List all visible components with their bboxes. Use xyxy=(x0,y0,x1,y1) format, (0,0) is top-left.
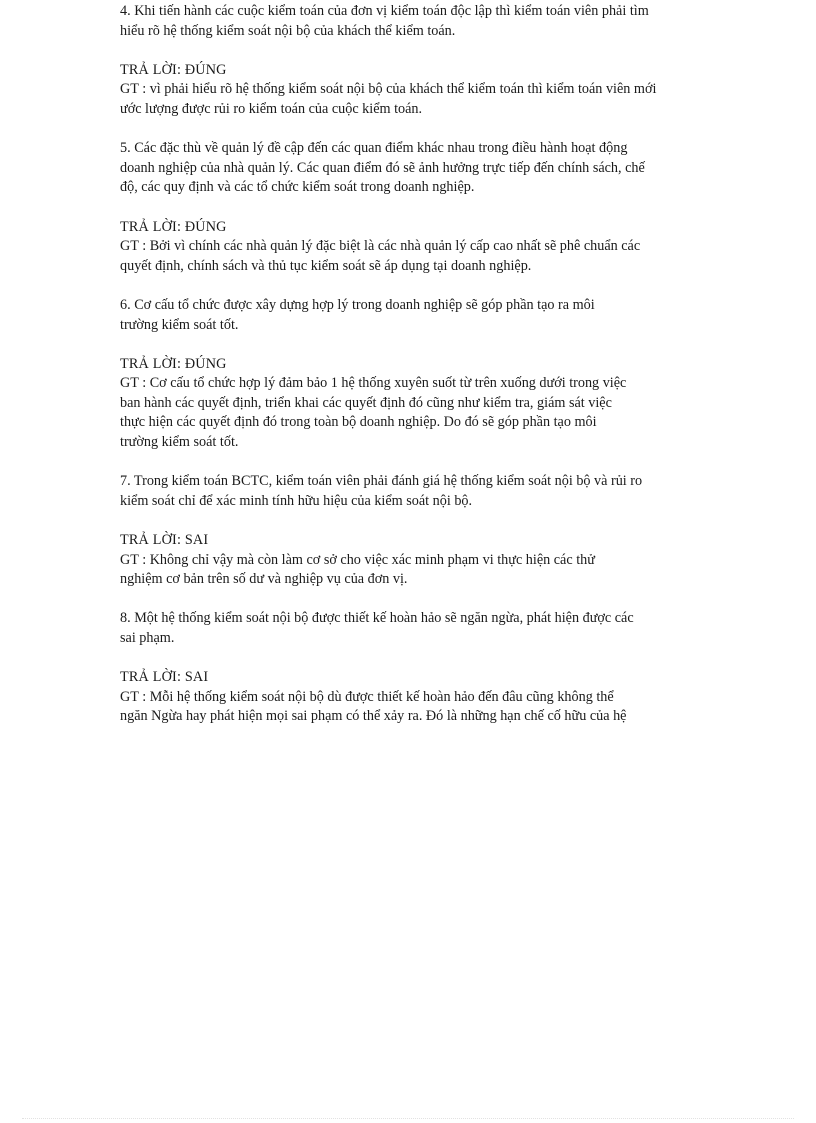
question-text-line: sai phạm. xyxy=(120,630,175,646)
answer-label: TRẢ LỜI: SAI xyxy=(120,669,209,686)
question-text-line: 8. Một hệ thống kiểm soát nội bộ được thiết kế hoàn hảo sẽ ngăn ngừa, phát hiện được các xyxy=(120,610,634,627)
answer-5 xyxy=(120,218,720,277)
answer-7 xyxy=(120,531,720,590)
explanation-line: ước lượng được rủi ro kiểm toán của cuộc kiểm toán. xyxy=(120,100,423,117)
question-text-line: 7. Trong kiểm toán BCTC, kiểm toán viên phải đánh giá hệ thống kiểm soát nội bộ và rủi ro xyxy=(120,473,643,490)
question-text-line: hiểu rõ hệ thống kiểm soát nội bộ của khách thể kiểm toán. xyxy=(120,22,456,39)
question-5 xyxy=(120,139,720,198)
question-text-line: độ, các quy định và các tổ chức kiểm soát trong doanh nghiệp. xyxy=(120,179,475,196)
question-6 xyxy=(120,296,720,335)
question-text-line: 6. Cơ cấu tổ chức được xây dựng hợp lý trong doanh nghiệp sẽ góp phần tạo ra môi xyxy=(120,296,595,313)
answer-label: TRẢ LỜI: ĐÚNG xyxy=(120,61,227,78)
answer-label: TRẢ LỜI: ĐÚNG xyxy=(120,218,227,235)
answer-8 xyxy=(120,668,720,727)
answer-6 xyxy=(120,355,720,453)
answer-label: TRẢ LỜI: ĐÚNG xyxy=(120,355,227,372)
explanation-line: GT : Không chỉ vậy mà còn làm cơ sở cho việc xác minh phạm vi thực hiện các thử xyxy=(120,551,595,568)
document-body xyxy=(120,2,720,747)
question-8 xyxy=(120,609,720,648)
explanation-line: thực hiện các quyết định đó trong toàn bộ doanh nghiệp. Do đó sẽ góp phần tạo môi xyxy=(120,414,597,431)
explanation-line: GT : Cơ cấu tổ chức hợp lý đảm bảo 1 hệ thống xuyên suốt từ trên xuống dưới trong việc xyxy=(120,375,627,392)
question-text-line: trường kiểm soát tốt. xyxy=(120,316,239,333)
question-text-line: doanh nghiệp của nhà quản lý. Các quan điểm đó sẽ ảnh hưởng trực tiếp đến chính sách, chế xyxy=(120,159,645,176)
explanation-line: GT : Bởi vì chính các nhà quản lý đặc biệt là các nhà quản lý cấp cao nhất sẽ phê chuẩn các xyxy=(120,238,641,255)
explanation-line: ngăn Ngừa hay phát hiện mọi sai phạm có thể xảy ra. Đó là những hạn chế cố hữu của hệ xyxy=(120,708,627,725)
question-text-line: 5. Các đặc thù về quản lý đề cập đến các quan điểm khác nhau trong điều hành hoạt động xyxy=(120,140,628,157)
explanation-line: GT : vì phải hiểu rõ hệ thống kiểm soát nội bộ của khách thể kiểm toán thì kiểm toán viên mới xyxy=(120,81,657,98)
question-4 xyxy=(120,2,720,41)
question-text-line: kiểm soát chỉ để xác minh tính hữu hiệu của kiểm soát nội bộ. xyxy=(120,492,473,509)
explanation-line: quyết định, chính sách và thủ tục kiểm soát sẽ áp dụng tại doanh nghiệp. xyxy=(120,257,532,274)
explanation-line: ban hành các quyết định, triển khai các quyết định đó cũng như kiểm tra, giám sát việc xyxy=(120,394,612,411)
question-7 xyxy=(120,472,720,511)
explanation-line: trường kiểm soát tốt. xyxy=(120,434,239,451)
question-text-line: 4. Khi tiến hành các cuộc kiểm toán của đơn vị kiểm toán độc lập thì kiểm toán viên phải tìm xyxy=(120,3,649,19)
explanation-line: nghiệm cơ bản trên số dư và nghiệp vụ của đơn vị. xyxy=(120,571,408,588)
answer-4 xyxy=(120,61,720,120)
explanation-line: GT : Mỗi hệ thống kiểm soát nội bộ dù được thiết kế hoàn hảo đến đâu cũng không thể xyxy=(120,688,614,705)
answer-label: TRẢ LỜI: SAI xyxy=(120,532,209,549)
page-bottom-divider xyxy=(22,1118,794,1119)
